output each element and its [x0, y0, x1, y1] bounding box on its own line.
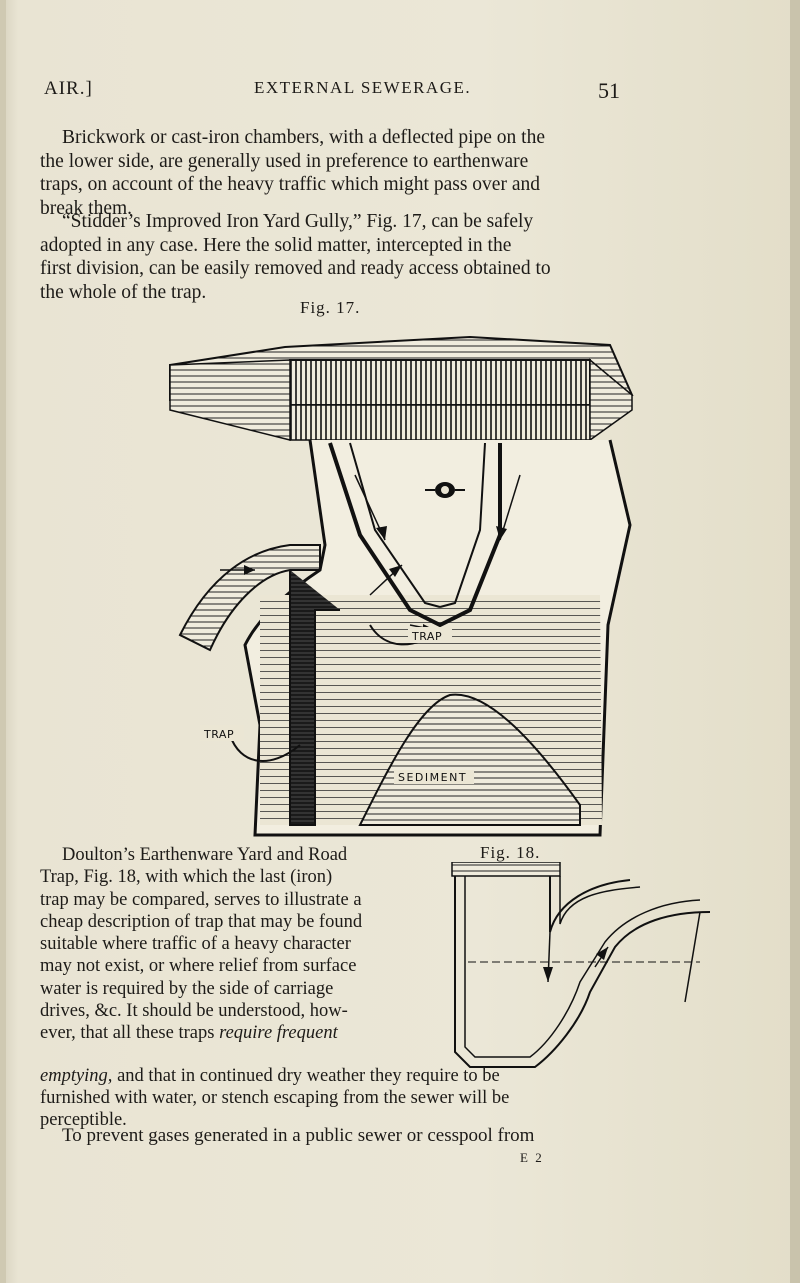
trap-label-upper: TRAP: [412, 630, 443, 643]
header-section: AIR.]: [44, 78, 93, 99]
text-line: trap may be compared, serves to illustrate a: [40, 889, 362, 910]
page-number: 51: [598, 78, 620, 103]
text-line: “Stidder’s Improved Iron Yard Gully,” Fig. 17, can be safely: [62, 211, 534, 232]
text-line: Doulton’s Earthenware Yard and Road: [62, 845, 348, 865]
text-line: perceptible.: [40, 1110, 127, 1130]
text-line: drives, &c. It should be understood, how-: [40, 1001, 348, 1022]
page-right-edge: [790, 0, 800, 1283]
paragraph-5: [40, 1125, 650, 1147]
fig-18-earthenware-trap-illustration: [430, 862, 730, 1084]
text-line: To prevent gases generated in a public sewer or cesspool from: [62, 1125, 535, 1146]
running-header: [44, 78, 620, 108]
text-run: and that in continued dry weather they require to be: [112, 1066, 500, 1086]
text-line: the lower side, are generally used in preference to earthenware: [40, 150, 529, 172]
text-line: may not exist, or where relief from surface: [40, 956, 357, 977]
text-line: Brickwork or cast-iron chambers, with a deflected pipe on the: [62, 127, 545, 148]
sediment-label: SEDIMENT: [398, 771, 468, 784]
text-line: water is required by the side of carriage: [40, 978, 334, 999]
text-line: adopted in any case. Here the solid matter, intercepted in the: [40, 234, 512, 256]
page-left-edge: [0, 0, 6, 1283]
trap-label-lower: TRAP: [204, 728, 235, 741]
text-line: first division, can be easily removed and ready access obtained to: [40, 258, 551, 279]
italic-run: emptying,: [40, 1066, 113, 1086]
paragraph-3: [40, 844, 460, 1045]
text-line: Trap, Fig. 18, with which the last (iron): [40, 867, 333, 888]
paragraph-2: [40, 210, 640, 304]
text-line: suitable where traffic of a heavy character: [40, 934, 351, 955]
text-line: break them.: [40, 197, 133, 219]
italic-run: require frequent: [219, 1023, 338, 1044]
text-line: traps, on account of the heavy traffic which might pass over and: [40, 174, 540, 195]
header-title: EXTERNAL SEWERAGE.: [254, 78, 472, 97]
paragraph-1: [40, 126, 640, 220]
paragraph-4: [40, 1065, 650, 1131]
text-line: cheap description of trap that may be found: [40, 911, 363, 932]
signature-mark: E 2: [520, 1150, 544, 1165]
text-line: [40, 1022, 460, 1044]
fig-18-caption: Fig. 18.: [480, 843, 541, 862]
text-line: furnished with water, or stench escaping from the sewer will be: [40, 1088, 510, 1108]
text-line: the whole of the trap.: [40, 281, 207, 303]
grating-frame: [170, 337, 632, 440]
fig-17-caption: Fig. 17.: [300, 298, 361, 317]
fig-17-gully-trap-illustration: [140, 325, 640, 847]
text-line: [40, 1065, 650, 1087]
text-run: ever, that all these traps: [40, 1023, 220, 1044]
